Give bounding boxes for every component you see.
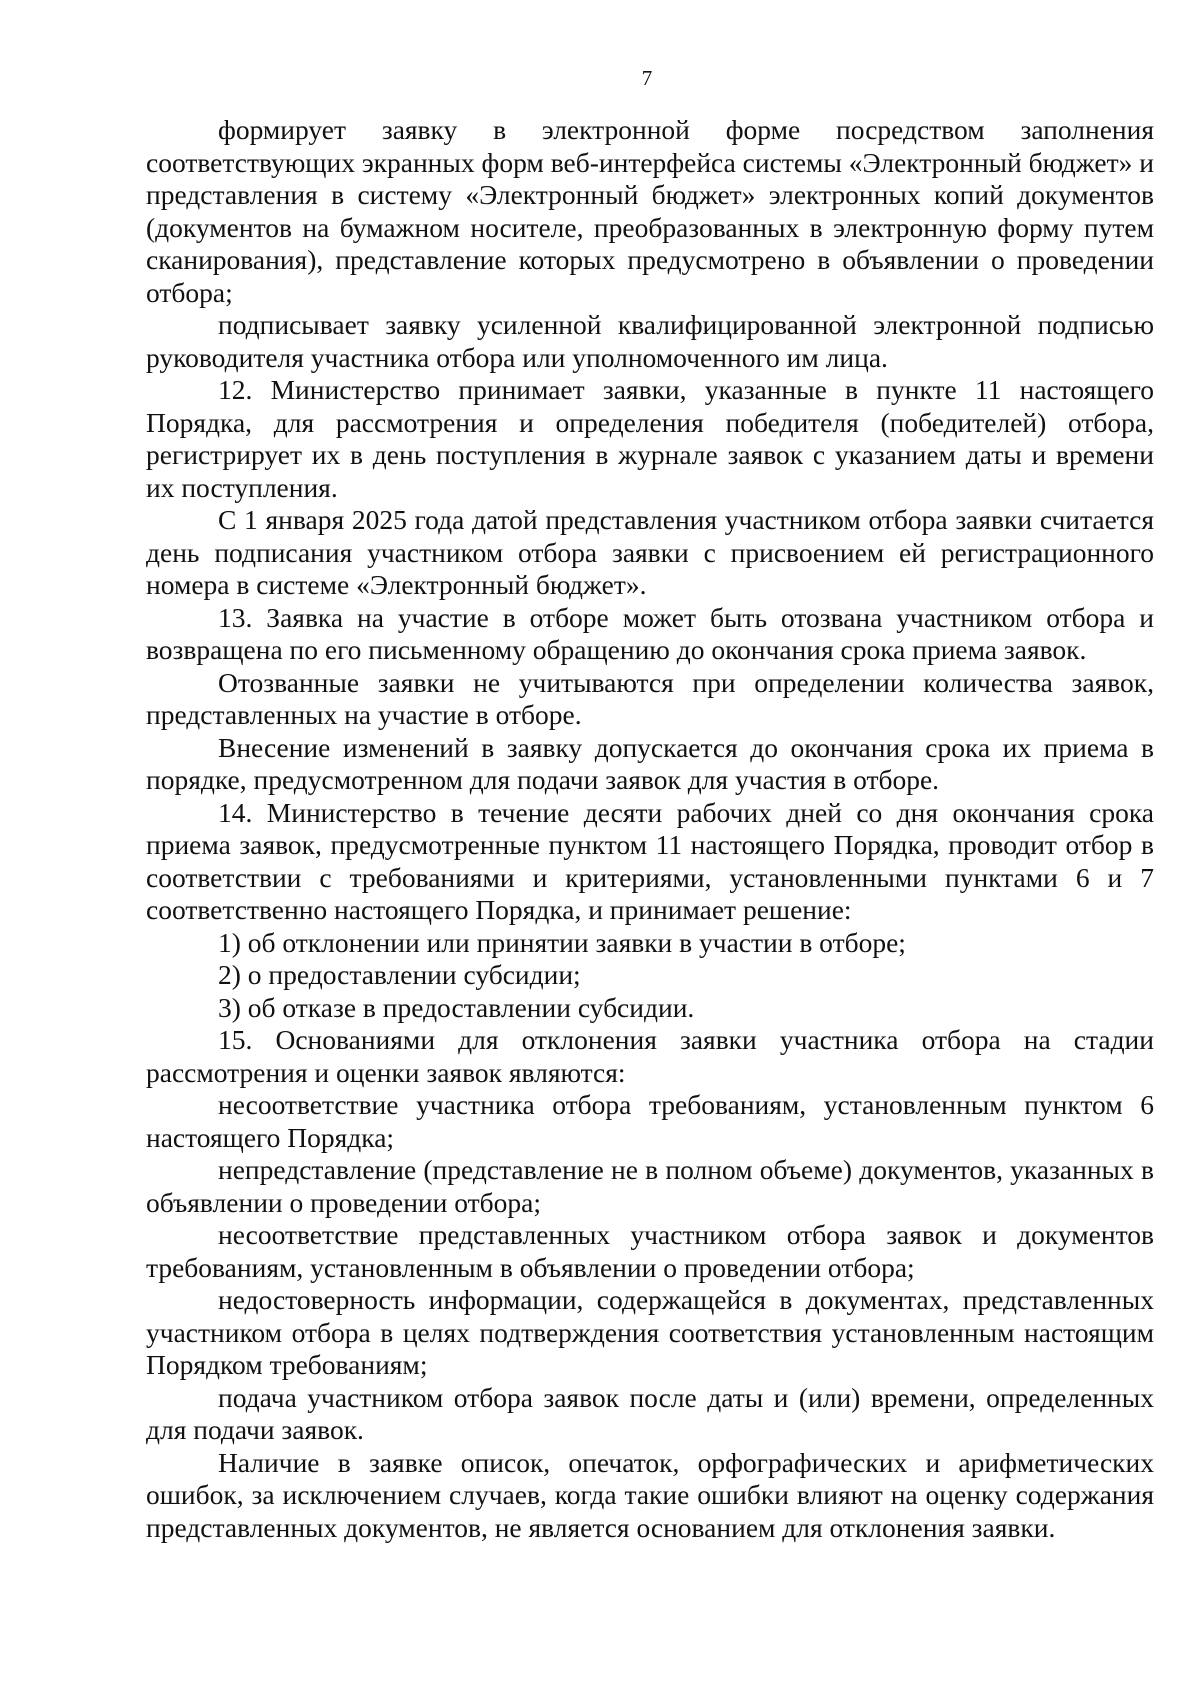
paragraph: Внесение изменений в заявку допускается до окончания срока их приема в порядке, предусмотренном для подачи заявок для участия в отборе. [146,731,1154,795]
list-item: 2) о предоставлении субсидии; [218,959,581,990]
paragraph: Наличие в заявке описок, опечаток, орфографических и арифметических ошибок, за исключением случаев, когда такие ошибки влияют на оценку содержания представленных документов, не является основанием для отклонения заявки. [146,1446,1154,1543]
paragraph: 12. Министерство принимает заявки, указанные в пункте 11 настоящего Порядка, для рассмотрения и определения победителя (победителей) отбора, регистрирует их в день поступления в журнале заявок с указанием даты и времени их поступления. [146,374,1154,503]
paragraph: несоответствие представленных участником отбора заявок и документов требованиям, установленным в объявлении о проведении отбора; [146,1219,1154,1283]
page-number: 7 [641,66,653,90]
list-item: 1) об отклонении или принятии заявки в участии в отборе; [218,926,906,958]
paragraph: несоответствие участника отбора требованиям, установленным пунктом 6 настоящего Порядка; [146,1089,1154,1153]
paragraph: 14. Министерство в течение десяти рабочих дней со дня окончания срока приема заявок, предусмотренные пунктом 11 настоящего Порядка, проводит отбор в соответствии с требованиями и критериями, установленными пунктами 6 и 7 соответственно настоящего Порядка, и принимает решение: [146,796,1154,925]
paragraph: формирует заявку в электронной форме посредством заполнения соответствующих экранных форм веб-интерфейса системы «Электронный бюджет» и представления в систему «Электронный бюджет» электронных копий документов (документов на бумажном носителе, преобразованных в электронную форму путем сканирования), представление которых предусмотрено в объявлении о проведении отбора; [146,114,1154,308]
paragraph: подача участником отбора заявок после даты и (или) времени, определенных для подачи заявок. [146,1381,1154,1445]
paragraph: 15. Основаниями для отклонения заявки участника отбора на стадии рассмотрения и оценки заявок являются: [146,1024,1154,1088]
paragraph: недостоверность информации, содержащейся в документах, представленных участником отбора в целях подтверждения соответствия установленным настоящим Порядком требованиям; [146,1284,1154,1380]
paragraph: С 1 января 2025 года датой представления участником отбора заявки считается день подписания участником отбора заявки с присвоением ей регистрационного номера в системе «Электронный бюджет». [146,504,1154,600]
paragraph: 13. Заявка на участие в отборе может быть отозвана участником отбора и возвращена по его письменному обращению до окончания срока приема заявок. [146,601,1154,665]
list-item: 3) об отказе в предоставлении субсидии. [218,991,695,1023]
paragraph: непредставление (представление не в полном объеме) документов, указанных в объявлении о проведении отбора; [146,1154,1154,1218]
paragraph: Отозванные заявки не учитываются при определении количества заявок, представленных на участие в отборе. [146,666,1154,730]
paragraph: подписывает заявку усиленной квалифицированной электронной подписью руководителя участника отбора или уполномоченного им лица. [146,309,1154,373]
document-body [146,114,1154,1544]
